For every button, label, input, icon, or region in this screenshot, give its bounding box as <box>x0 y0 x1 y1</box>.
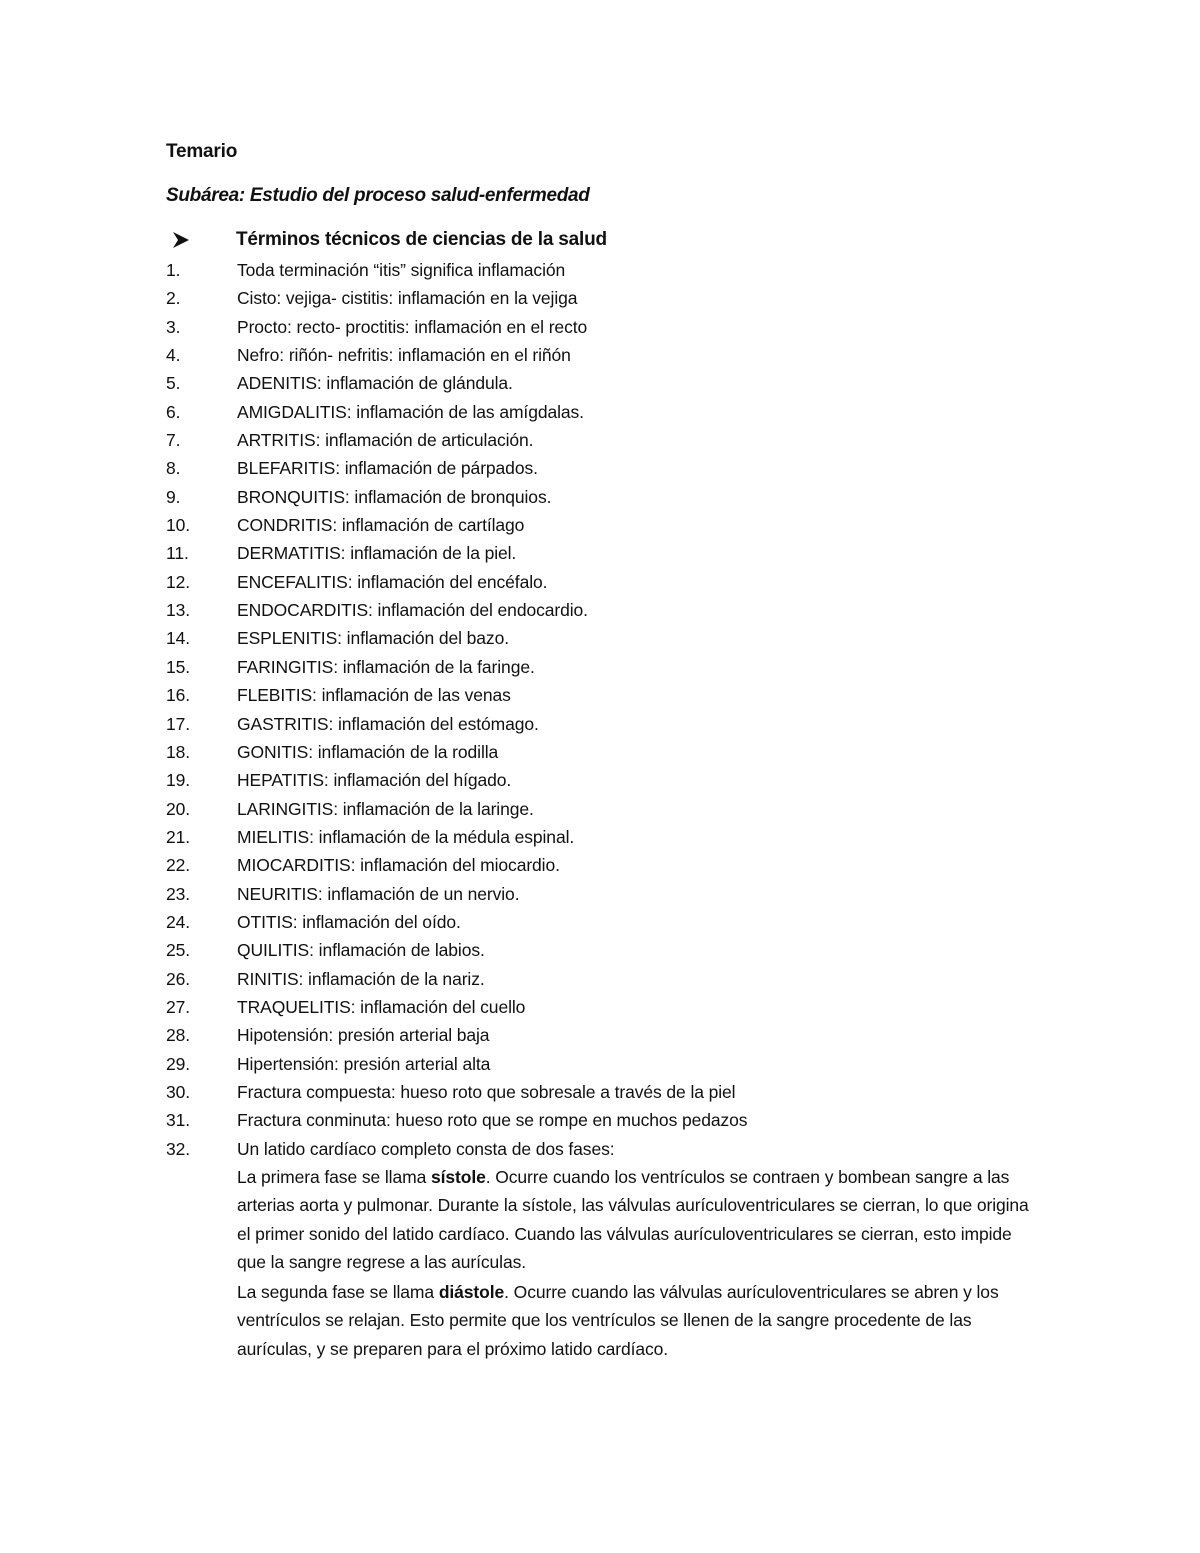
list-item-text: QUILITIS: inflamación de labios. <box>237 940 485 961</box>
list-item-number: 25. <box>166 940 191 961</box>
list-item <box>166 426 1046 454</box>
list-item <box>166 1050 1046 1078</box>
list-item-number: 15. <box>166 656 191 677</box>
list-item-number: 6. <box>166 401 181 422</box>
list-item-text: ESPLENITIS: inflamación del bazo. <box>237 628 509 649</box>
list-item-text: RINITIS: inflamación de la nariz. <box>237 968 485 989</box>
list-item-text: Toda terminación “itis” significa inflamación <box>237 260 566 280</box>
list-item-number: 21. <box>166 826 191 847</box>
list-item <box>166 256 1046 284</box>
subarea-heading: Subárea: Estudio del proceso salud-enfermedad <box>166 185 590 206</box>
list-item <box>166 993 1046 1021</box>
list-item-text: FARINGITIS: inflamación de la faringe. <box>237 656 535 677</box>
list-item <box>166 483 1046 511</box>
list-item-number: 16. <box>166 685 191 706</box>
list-item-number: 32. <box>166 1138 191 1159</box>
list-item-text: ARTRITIS: inflamación de articulación. <box>237 430 534 451</box>
phase-text-after: . Ocurre cuando las válvulas aurículoventriculares se abren y los ventrículos se relajan. Esto permite que los ventrículos se llenen de la sangre procedente de las aurículas, y se preparen para el próximo latido cardíaco. <box>237 1282 999 1359</box>
list-item-number: 17. <box>166 713 191 734</box>
section-heading-text: Términos técnicos de ciencias de la salud <box>236 229 607 250</box>
list-item-text: ADENITIS: inflamación de glándula. <box>237 373 513 394</box>
list-item-number: 28. <box>166 1025 191 1046</box>
list-item <box>166 738 1046 766</box>
list-item-text: MIELITIS: inflamación de la médula espinal. <box>237 826 575 847</box>
list-item-number: 10. <box>166 515 191 536</box>
phase-text-after: . Ocurre cuando los ventrículos se contraen y bombean sangre a las arterias aorta y pulmonar. Durante la sístole, las válvulas aurículoventriculares se cierran, lo que origina el primer sonido del latido cardíaco. Cuando las válvulas aurículoventriculares se cierran, esto impide que la sangre regrese a las aurículas. <box>237 1167 1029 1273</box>
list-item-text: TRAQUELITIS: inflamación del cuello <box>237 996 526 1017</box>
list-item-number: 1. <box>166 260 181 280</box>
list-item <box>166 1021 1046 1049</box>
phase-paragraph-systole <box>237 1163 1037 1276</box>
list-item-text: ENDOCARDITIS: inflamación del endocardio. <box>237 600 588 621</box>
list-item <box>166 284 1046 312</box>
list-item-number: 19. <box>166 770 191 791</box>
list-item-text: OTITIS: inflamación del oído. <box>237 911 461 932</box>
list-item-text: GASTRITIS: inflamación del estómago. <box>237 713 539 734</box>
list-item <box>166 908 1046 936</box>
list-item-text: Nefro: riñón- nefritis: inflamación en el riñón <box>237 345 571 366</box>
phase-paragraph-diastole <box>237 1278 1037 1363</box>
list-item <box>166 398 1046 426</box>
list-item-number: 2. <box>166 288 181 309</box>
list-item-number: 30. <box>166 1081 191 1102</box>
list-item-text: BRONQUITIS: inflamación de bronquios. <box>237 486 552 507</box>
list-item <box>166 851 1046 879</box>
list-item-number: 26. <box>166 968 191 989</box>
arrowhead-bullet-icon <box>172 230 190 250</box>
document-title: Temario <box>166 141 238 162</box>
list-item-text: Un latido cardíaco completo consta de dos fases: <box>237 1138 615 1159</box>
phase-text-before: La segunda fase se llama <box>237 1282 439 1302</box>
list-item-number: 22. <box>166 855 191 876</box>
list-item <box>166 1135 1046 1163</box>
list-item <box>166 313 1046 341</box>
list-item-number: 9. <box>166 486 181 507</box>
list-item-text: Cisto: vejiga- cistitis: inflamación en la vejiga <box>237 288 578 309</box>
list-item-text: Fractura conminuta: hueso roto que se rompe en muchos pedazos <box>237 1110 748 1131</box>
list-item <box>166 539 1046 567</box>
list-item-number: 7. <box>166 430 181 451</box>
list-item-number: 18. <box>166 741 191 762</box>
phase-text-before: La primera fase se llama <box>237 1167 431 1187</box>
list-item-text: ENCEFALITIS: inflamación del encéfalo. <box>237 571 548 592</box>
phase-term: diástole <box>438 1282 505 1302</box>
list-item-text: BLEFARITIS: inflamación de párpados. <box>237 458 538 479</box>
list-item <box>166 1106 1046 1134</box>
list-item-number: 11. <box>166 543 189 564</box>
list-item-number: 31. <box>166 1110 191 1131</box>
list-item <box>166 965 1046 993</box>
list-item <box>166 880 1046 908</box>
list-item-text: MIOCARDITIS: inflamación del miocardio. <box>237 855 560 876</box>
list-item-number: 29. <box>166 1053 191 1074</box>
section-heading <box>172 229 607 251</box>
list-item-number: 5. <box>166 373 181 394</box>
list-item-text: Procto: recto- proctitis: inflamación en el recto <box>237 316 588 337</box>
list-item-number: 3. <box>166 316 181 337</box>
list-item <box>166 681 1046 709</box>
list-item-text: NEURITIS: inflamación de un nervio. <box>237 883 520 904</box>
list-item <box>166 624 1046 652</box>
list-item-number: 4. <box>166 345 181 366</box>
list-item-number: 24. <box>166 911 191 932</box>
list-item-text: DERMATITIS: inflamación de la piel. <box>237 543 517 564</box>
list-item-text: Hipotensión: presión arterial baja <box>237 1025 490 1046</box>
list-item-number: 12. <box>166 571 191 592</box>
list-item <box>166 511 1046 539</box>
phase-term: sístole <box>430 1167 486 1187</box>
list-item <box>166 341 1046 369</box>
list-item-number: 13. <box>166 600 191 621</box>
list-item-text: GONITIS: inflamación de la rodilla <box>237 741 499 762</box>
list-item-number: 20. <box>166 798 191 819</box>
list-item <box>166 936 1046 964</box>
list-item-number: 8. <box>166 458 181 479</box>
list-item <box>166 369 1046 397</box>
list-item-text: HEPATITIS: inflamación del hígado. <box>237 770 512 791</box>
list-item <box>166 710 1046 738</box>
terms-list <box>166 256 1046 1163</box>
list-item <box>166 596 1046 624</box>
list-item <box>166 766 1046 794</box>
list-item <box>166 795 1046 823</box>
list-item <box>166 568 1046 596</box>
list-item <box>166 1078 1046 1106</box>
list-item-text: AMIGDALITIS: inflamación de las amígdalas. <box>237 401 584 422</box>
list-item-text: Hipertensión: presión arterial alta <box>237 1053 491 1074</box>
list-item <box>166 823 1046 851</box>
list-item <box>166 454 1046 482</box>
list-item-number: 23. <box>166 883 191 904</box>
list-item-text: CONDRITIS: inflamación de cartílago <box>237 515 525 536</box>
list-item-number: 27. <box>166 996 191 1017</box>
list-item-number: 14. <box>166 628 191 649</box>
list-item-text: LARINGITIS: inflamación de la laringe. <box>237 798 534 819</box>
list-item-text: FLEBITIS: inflamación de las venas <box>237 685 511 706</box>
list-item <box>166 653 1046 681</box>
list-item-text: Fractura compuesta: hueso roto que sobresale a través de la piel <box>237 1081 736 1102</box>
